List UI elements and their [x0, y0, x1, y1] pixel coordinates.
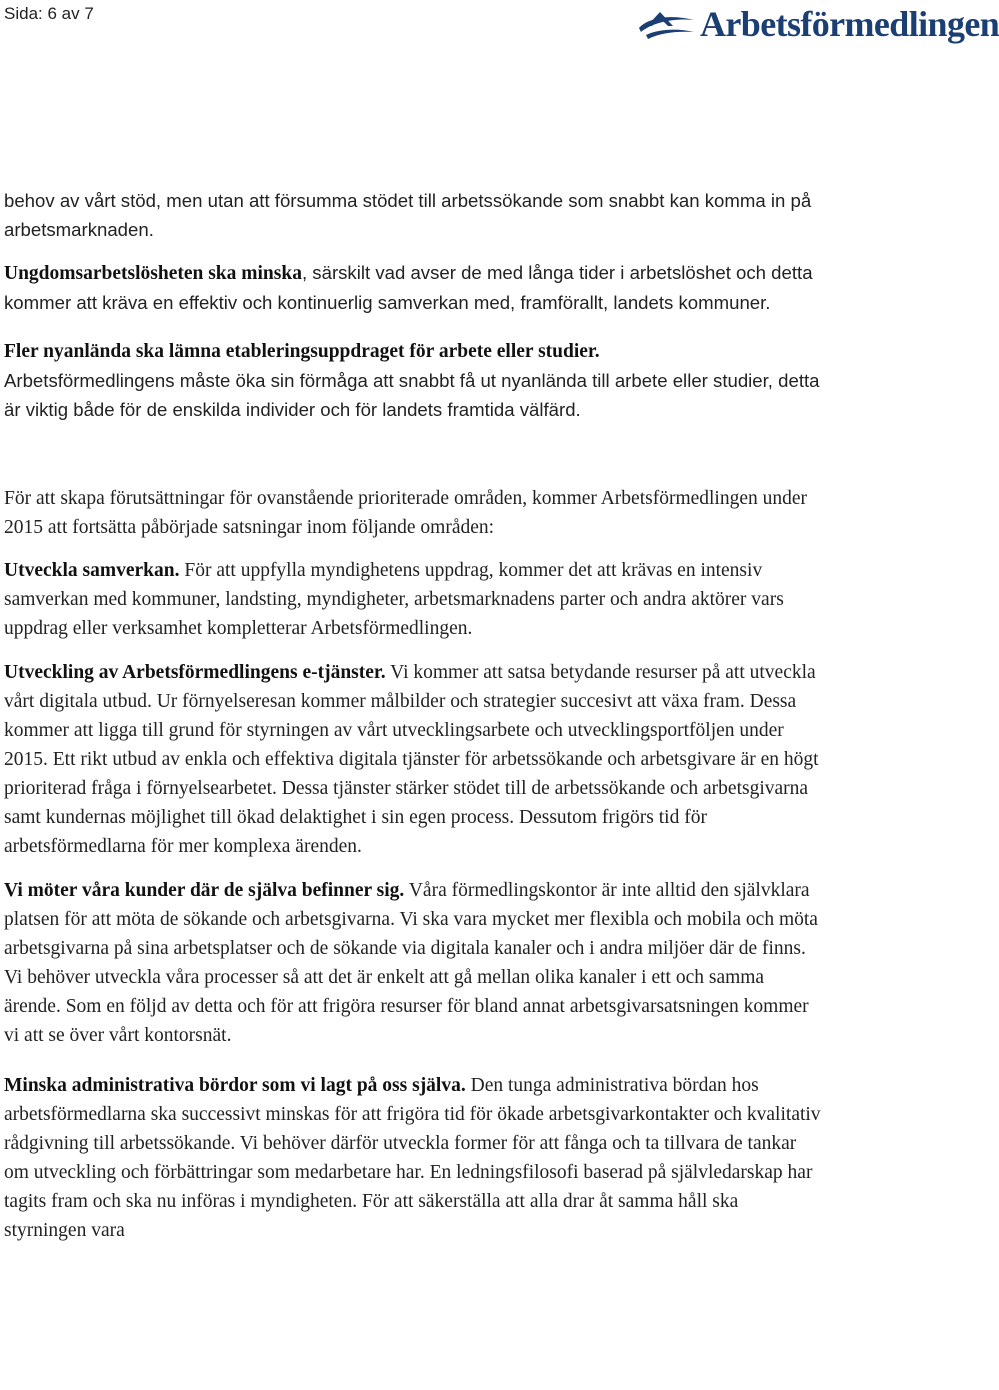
logo-wordmark: Arbetsförmedlingen [700, 4, 999, 44]
paragraph-collaboration-text: För att uppfylla myndighetens uppdrag, kommer det att krävas en intensiv samverkan med kommuner, landsting, myndigheter, arbetsmarknadens parter och andra aktörer vars uppdrag eller verksamhet kompletterar Arbetsförmedlingen. [4, 560, 784, 639]
paragraph-e-services-heading: Utveckling av Arbetsförmedlingens e-tjänster. [4, 662, 386, 683]
paragraph-e-services [4, 658, 824, 861]
paragraph-e-services-text: Vi kommer att satsa betydande resurser på att utveckla vårt digitala utbud. Ur förnyelseresan kommer målbilder och strategier succesivt att växa fram. Dessa kommer att ligga till grund för styrningen av vårt utvecklingsarbete och utvecklingsportföljen under 2015. Ett rikt utbud av enkla och effektiva digitala tjänster för arbetssökande och arbetsgivare är en högt prioriterad fråga i förnyelsearbetet. Dessa tjänster stärker stödet till de arbetssökande och arbetsgivarna samt kundernas möjlighet till ökad delaktighet i sin egen process. Dessutom frigörs tid för arbetsförmedlarna för mer komplexa ärenden. [4, 662, 819, 857]
paragraph-1 [4, 186, 824, 244]
paragraph-reduce-admin [4, 1071, 824, 1245]
paragraph-collaboration [4, 556, 824, 643]
document-body [4, 186, 824, 1245]
paragraph-conditions [4, 484, 824, 542]
brand-logo [638, 2, 999, 46]
paragraph-newcomers [4, 337, 824, 424]
paragraph-newcomers-heading: Fler nyanlända ska lämna etableringsuppdraget för arbete eller studier. [4, 341, 600, 362]
paragraph-meet-customers-text: Våra förmedlingskontor är inte alltid den självklara platsen för att möta de sökande och arbetsgivarna. Vi ska vara mycket mer flexibla och mobila och möta arbetsgivarna på sina arbetsplatser och de sökande via digitala kanaler och i andra miljöer där de finns. Vi behöver utveckla våra processer så att det är enkelt att gå mellan olika kanaler i ett och samma ärende. Som en följd av detta och för att frigöra resurser för bland annat arbetsgivarsatsningen kommer vi att se över vårt kontorsnät. [4, 880, 818, 1046]
paragraph-1-text: behov av vårt stöd, men utan att försumma stödet till arbetssökande som snabbt kan komma in på arbetsmarknaden. [4, 190, 812, 240]
paragraph-newcomers-text: Arbetsförmedlingens måste öka sin förmåga att snabbt få ut nyanlända till arbete eller studier, detta är viktig både för de enskilda individer och för landets framtida välfärd. [4, 370, 820, 420]
paragraph-youth-unemployment [4, 258, 824, 317]
paragraph-reduce-admin-heading: Minska administrativa bördor som vi lagt på oss själva. [4, 1075, 466, 1096]
arbetsformedlingen-logo-icon [638, 4, 696, 44]
paragraph-conditions-text: För att skapa förutsättningar för ovanstående prioriterade områden, kommer Arbetsförmedlingen under 2015 att fortsätta påbörjade satsningar inom följande områden: [4, 488, 808, 538]
paragraph-youth-unemployment-text: , särskilt vad avser de med långa tider i arbetslöshet och detta kommer att kräva en effektiv och kontinuerlig samverkan med, framförallt, landets kommuner. [4, 262, 813, 313]
paragraph-youth-unemployment-heading: Ungdomsarbetslösheten ska minska [4, 263, 302, 284]
paragraph-meet-customers-heading: Vi möter våra kunder där de själva befinner sig. [4, 880, 405, 901]
page-number: Sida: 6 av 7 [4, 4, 94, 23]
paragraph-meet-customers [4, 876, 824, 1050]
paragraph-collaboration-heading: Utveckla samverkan. [4, 560, 180, 581]
paragraph-reduce-admin-text: Den tunga administrativa bördan hos arbetsförmedlarna ska successivt minskas för att frigöra tid för ökade arbetsgivarkontakter och kvalitativ rådgivning till arbetssökande. Vi behöver därför utveckla former för att fånga och ta tillvara de tankar om utveckling och förbättringar som medarbetare har. En ledningsfilosofi baserad på självledarskap har tagits fram och ska nu införas i myndigheten. För att säkerställa att alla drar åt samma håll ska styrningen vara [4, 1075, 821, 1241]
